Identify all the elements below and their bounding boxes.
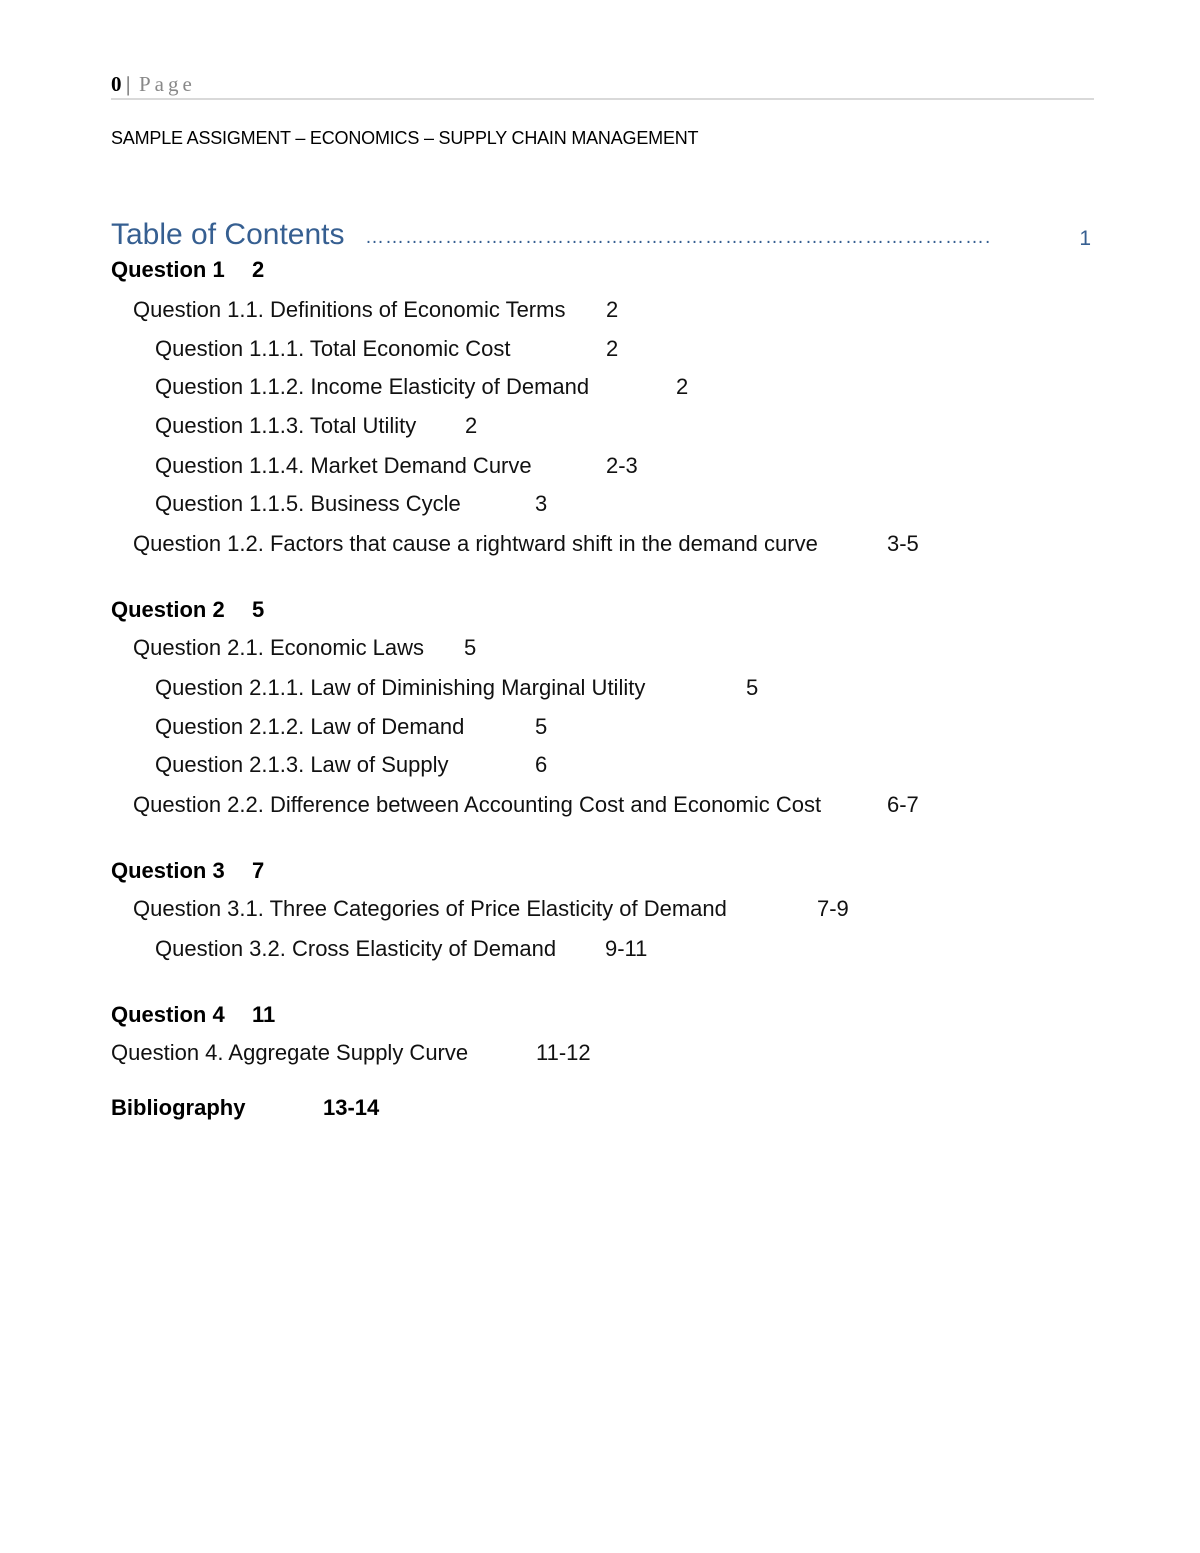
toc-entry-page: 13-14 — [323, 1095, 380, 1120]
toc-entry-page: 11-12 — [536, 1040, 591, 1065]
toc-entry-page: 3-5 — [887, 531, 919, 556]
toc-entry-label: Question 1.2. Factors that cause a rightward shift in the demand curve — [133, 531, 818, 556]
toc-entry-label: Question 3.1. Three Categories of Price Elasticity of Demand — [133, 896, 727, 921]
toc-entry-page: 3 — [535, 491, 548, 516]
toc-heading-leader: …………………………………………………………………………………. — [365, 227, 992, 248]
page-separator: | — [126, 72, 131, 96]
toc-entry-page: 5 — [746, 675, 759, 700]
toc-entry-page: 2 — [606, 336, 619, 361]
page-number: 0 — [111, 72, 122, 96]
toc-heading-page: 1 — [1079, 227, 1091, 250]
toc-entry-label: Question 1.1. Definitions of Economic Terms — [133, 297, 566, 322]
toc-entry-page: 7 — [252, 858, 265, 883]
toc-entry-label: Question 1 — [111, 257, 225, 282]
toc-entry-page: 6 — [535, 752, 548, 777]
toc-entry-label: Question 1.1.5. Business Cycle — [155, 491, 461, 516]
toc-entry-page: 5 — [535, 714, 548, 739]
toc-entry-page: 9-11 — [605, 936, 648, 961]
toc-entry-label: Question 1.1.4. Market Demand Curve — [155, 453, 532, 478]
toc-entry-page: 11 — [252, 1002, 276, 1027]
toc-heading: Table of Contents — [111, 218, 345, 251]
toc-entry-label: Question 4. Aggregate Supply Curve — [111, 1040, 469, 1065]
page-header — [111, 70, 1094, 100]
toc-entry-page: 2 — [252, 257, 265, 282]
toc-entry-label: Question 1.1.2. Income Elasticity of Demand — [155, 374, 590, 399]
toc-entry-label: Question 3.2. Cross Elasticity of Demand — [155, 936, 557, 961]
toc-entry-label: Question 2.1.3. Law of Supply — [155, 752, 449, 777]
toc-entry-label: Question 2 — [111, 597, 225, 622]
toc-entry-label: Question 2.1.2. Law of Demand — [155, 714, 465, 739]
toc-entry-page: 6-7 — [887, 792, 919, 817]
toc-entry-page: 2-3 — [606, 453, 638, 478]
toc-entry-label: Question 2.1. Economic Laws — [133, 635, 425, 660]
toc-entry-page: 2 — [465, 413, 478, 438]
document-title: SAMPLE ASSIGMENT – ECONOMICS – SUPPLY CHAIN MANAGEMENT — [111, 128, 699, 148]
toc-entry-page: 5 — [252, 597, 265, 622]
toc-entry-page: 5 — [464, 635, 477, 660]
page-label: Page — [139, 72, 196, 96]
toc-entry-label: Bibliography — [111, 1095, 246, 1120]
toc-entry-label: Question 4 — [111, 1002, 225, 1027]
toc-entry-label: Question 1.1.3. Total Utility — [155, 413, 417, 438]
toc-entry-page: 2 — [676, 374, 689, 399]
toc-entry-label: Question 1.1.1. Total Economic Cost — [155, 336, 511, 361]
toc-heading-row[interactable] — [111, 218, 1091, 258]
toc-entry-label: Question 3 — [111, 858, 225, 883]
toc-entry-page: 7-9 — [817, 896, 849, 921]
toc-entry-label: Question 2.2. Difference between Accounting Cost and Economic Cost — [133, 792, 822, 817]
toc-entry-label: Question 2.1.1. Law of Diminishing Marginal Utility — [155, 675, 646, 700]
toc-entry-page: 2 — [606, 297, 619, 322]
